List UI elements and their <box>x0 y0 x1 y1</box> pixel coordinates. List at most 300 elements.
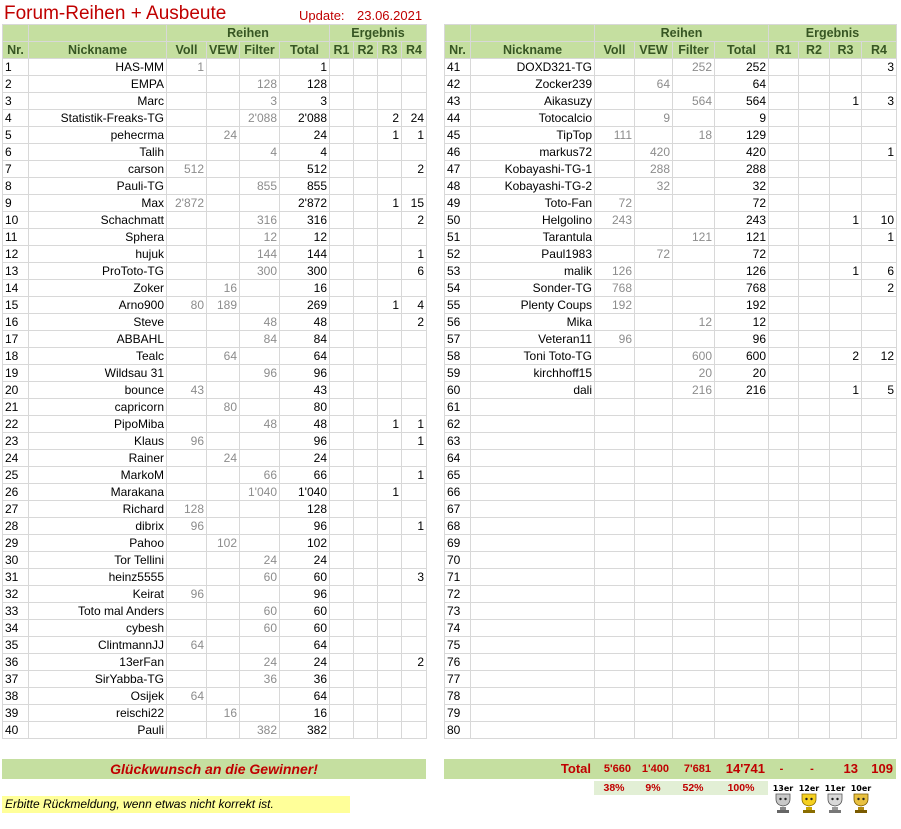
row-vew <box>635 450 673 467</box>
row-r4: 6 <box>402 263 427 280</box>
table-row <box>445 586 897 603</box>
row-nr: 63 <box>445 433 471 450</box>
row-r1 <box>330 569 354 586</box>
row-nickname: heinz5555 <box>29 569 167 586</box>
update-label: Update: <box>299 8 345 23</box>
row-total: 512 <box>280 161 330 178</box>
header-filter: Filter <box>240 42 280 59</box>
row-r2 <box>799 365 830 382</box>
row-filter: 20 <box>673 365 715 382</box>
row-voll <box>595 535 635 552</box>
row-nr: 49 <box>445 195 471 212</box>
row-r3 <box>830 246 862 263</box>
table-row <box>3 195 427 212</box>
row-filter <box>673 416 715 433</box>
row-total: 288 <box>715 161 769 178</box>
row-r2 <box>799 722 830 739</box>
row-r4 <box>862 484 897 501</box>
row-total: 129 <box>715 127 769 144</box>
row-r4: 10 <box>862 212 897 229</box>
row-r2 <box>799 195 830 212</box>
row-r2 <box>354 297 378 314</box>
row-filter <box>673 586 715 603</box>
row-vew: 72 <box>635 246 673 263</box>
svg-text:12er: 12er <box>798 784 820 793</box>
row-r3 <box>830 127 862 144</box>
totals-total: 14'741 <box>725 761 765 776</box>
row-total <box>715 399 769 416</box>
row-nickname <box>471 705 595 722</box>
table-row <box>445 467 897 484</box>
table-row <box>3 688 427 705</box>
row-nr: 66 <box>445 484 471 501</box>
row-r1 <box>769 178 799 195</box>
row-r4 <box>402 671 427 688</box>
row-r1 <box>330 280 354 297</box>
table-row <box>445 688 897 705</box>
row-r4 <box>402 76 427 93</box>
row-r4: 1 <box>862 144 897 161</box>
row-r2 <box>799 433 830 450</box>
row-r1 <box>330 127 354 144</box>
row-nickname <box>471 535 595 552</box>
row-vew <box>207 586 240 603</box>
row-voll <box>595 620 635 637</box>
row-vew <box>635 671 673 688</box>
row-r4: 24 <box>402 110 427 127</box>
row-nr: 28 <box>3 518 29 535</box>
table-row <box>3 212 427 229</box>
row-vew <box>207 161 240 178</box>
row-vew <box>207 59 240 76</box>
row-voll <box>595 229 635 246</box>
row-r2 <box>354 501 378 518</box>
row-filter: 252 <box>673 59 715 76</box>
row-nr: 24 <box>3 450 29 467</box>
left-results-table <box>2 24 427 739</box>
row-vew <box>635 569 673 586</box>
row-r3 <box>378 688 402 705</box>
row-filter: 382 <box>240 722 280 739</box>
row-nr: 39 <box>3 705 29 722</box>
table-row <box>445 535 897 552</box>
row-r4 <box>862 76 897 93</box>
row-total: 420 <box>715 144 769 161</box>
row-total <box>715 416 769 433</box>
row-vew <box>207 212 240 229</box>
row-voll <box>167 654 207 671</box>
row-nickname: Arno900 <box>29 297 167 314</box>
row-vew: 32 <box>635 178 673 195</box>
row-filter: 60 <box>240 569 280 586</box>
row-total: 192 <box>715 297 769 314</box>
row-vew <box>635 467 673 484</box>
row-r4 <box>862 535 897 552</box>
row-r4 <box>862 399 897 416</box>
row-vew <box>635 688 673 705</box>
row-filter: 1'040 <box>240 484 280 501</box>
row-filter <box>673 569 715 586</box>
row-nr: 47 <box>445 161 471 178</box>
row-r1 <box>330 263 354 280</box>
row-r4 <box>402 93 427 110</box>
row-voll <box>595 382 635 399</box>
row-total <box>715 637 769 654</box>
row-nickname: Toni Toto-TG <box>471 348 595 365</box>
trophy-12er-icon <box>798 782 820 814</box>
row-voll <box>595 637 635 654</box>
row-nickname <box>471 722 595 739</box>
row-total: 24 <box>280 127 330 144</box>
row-r1 <box>330 552 354 569</box>
row-r3 <box>830 603 862 620</box>
row-r3 <box>378 620 402 637</box>
row-vew <box>207 76 240 93</box>
row-filter <box>673 637 715 654</box>
row-r1 <box>330 297 354 314</box>
table-row <box>445 59 897 76</box>
row-total: 252 <box>715 59 769 76</box>
row-filter <box>673 246 715 263</box>
row-filter <box>673 654 715 671</box>
row-r1 <box>330 382 354 399</box>
row-r3 <box>830 552 862 569</box>
row-voll <box>167 535 207 552</box>
row-vew <box>635 263 673 280</box>
row-nickname: HAS-MM <box>29 59 167 76</box>
row-r3 <box>378 348 402 365</box>
table-row <box>3 569 427 586</box>
row-filter: 3 <box>240 93 280 110</box>
row-voll <box>167 229 207 246</box>
row-r1 <box>330 59 354 76</box>
table-row <box>445 348 897 365</box>
row-r2 <box>799 620 830 637</box>
row-r4 <box>862 620 897 637</box>
row-vew <box>207 195 240 212</box>
row-vew: 9 <box>635 110 673 127</box>
row-r2 <box>799 280 830 297</box>
row-voll: 72 <box>595 195 635 212</box>
row-r1 <box>769 518 799 535</box>
row-r3: 1 <box>378 416 402 433</box>
row-total <box>715 484 769 501</box>
row-total: 96 <box>280 518 330 535</box>
table-row <box>3 127 427 144</box>
row-nr: 29 <box>3 535 29 552</box>
table-row <box>445 297 897 314</box>
table-row <box>445 246 897 263</box>
row-r1 <box>769 280 799 297</box>
row-r2 <box>354 195 378 212</box>
row-voll <box>167 467 207 484</box>
row-voll <box>167 552 207 569</box>
row-nr: 59 <box>445 365 471 382</box>
row-r2 <box>354 229 378 246</box>
row-r3 <box>378 399 402 416</box>
row-r2 <box>354 688 378 705</box>
row-voll <box>167 263 207 280</box>
table-row <box>3 433 427 450</box>
row-r3 <box>378 263 402 280</box>
row-r2 <box>354 144 378 161</box>
row-nickname: Zoker <box>29 280 167 297</box>
row-r1 <box>330 212 354 229</box>
row-r3 <box>830 416 862 433</box>
row-nr: 41 <box>445 59 471 76</box>
row-r1 <box>769 59 799 76</box>
row-filter <box>240 637 280 654</box>
row-r2 <box>799 382 830 399</box>
row-vew <box>635 399 673 416</box>
header-ergebnis: Ergebnis <box>769 25 897 42</box>
row-r4: 2 <box>402 212 427 229</box>
row-filter <box>673 144 715 161</box>
row-nr: 76 <box>445 654 471 671</box>
row-total: 64 <box>280 348 330 365</box>
row-r3: 2 <box>378 110 402 127</box>
row-vew <box>635 705 673 722</box>
row-vew <box>635 93 673 110</box>
row-vew <box>207 484 240 501</box>
row-nickname: Mika <box>471 314 595 331</box>
row-nickname: Pahoo <box>29 535 167 552</box>
row-r3 <box>830 484 862 501</box>
row-nr: 78 <box>445 688 471 705</box>
trophy-10er-icon <box>850 782 872 814</box>
row-nr: 69 <box>445 535 471 552</box>
table-row <box>3 93 427 110</box>
row-r4: 1 <box>402 246 427 263</box>
row-r3 <box>830 671 862 688</box>
table-row <box>3 416 427 433</box>
row-r2 <box>799 161 830 178</box>
row-r2 <box>799 501 830 518</box>
row-r1 <box>330 501 354 518</box>
row-r3 <box>378 144 402 161</box>
row-voll <box>595 603 635 620</box>
row-nickname <box>471 416 595 433</box>
header-r4: R4 <box>862 42 897 59</box>
row-r2 <box>799 331 830 348</box>
table-row <box>3 535 427 552</box>
row-total: 43 <box>280 382 330 399</box>
row-filter: 316 <box>240 212 280 229</box>
row-r4: 1 <box>402 518 427 535</box>
row-voll: 43 <box>167 382 207 399</box>
row-vew <box>635 586 673 603</box>
totals-filter: 7'681 <box>683 763 711 775</box>
table-row <box>445 637 897 654</box>
row-r2 <box>354 637 378 654</box>
row-vew: 189 <box>207 297 240 314</box>
row-total <box>715 671 769 688</box>
table-row <box>445 161 897 178</box>
row-voll: 96 <box>167 586 207 603</box>
row-r1 <box>769 127 799 144</box>
row-nr: 70 <box>445 552 471 569</box>
row-r4 <box>402 705 427 722</box>
row-r2 <box>799 297 830 314</box>
row-r2 <box>354 654 378 671</box>
row-r2 <box>799 518 830 535</box>
row-voll <box>167 178 207 195</box>
right-results-table <box>444 24 897 739</box>
table-row <box>445 569 897 586</box>
row-nickname: TipTop <box>471 127 595 144</box>
row-r3 <box>830 518 862 535</box>
row-r1 <box>769 467 799 484</box>
row-r1 <box>330 161 354 178</box>
row-r1 <box>330 722 354 739</box>
row-total: 60 <box>280 620 330 637</box>
row-nickname <box>471 671 595 688</box>
table-row <box>445 280 897 297</box>
row-r4: 5 <box>862 382 897 399</box>
table-row <box>3 705 427 722</box>
row-nr: 74 <box>445 620 471 637</box>
row-nr: 73 <box>445 603 471 620</box>
row-r4 <box>862 705 897 722</box>
row-r4 <box>862 467 897 484</box>
row-nickname: hujuk <box>29 246 167 263</box>
row-r2 <box>799 314 830 331</box>
row-r1 <box>330 433 354 450</box>
row-nr: 60 <box>445 382 471 399</box>
header-vew: VEW <box>207 42 240 59</box>
row-voll: 1 <box>167 59 207 76</box>
row-r4: 2 <box>402 314 427 331</box>
row-nickname: Rainer <box>29 450 167 467</box>
row-vew <box>207 433 240 450</box>
row-nickname: carson <box>29 161 167 178</box>
row-filter <box>240 59 280 76</box>
row-nr: 26 <box>3 484 29 501</box>
row-r3 <box>378 314 402 331</box>
row-nr: 57 <box>445 331 471 348</box>
row-nr: 27 <box>3 501 29 518</box>
row-vew <box>207 314 240 331</box>
row-filter <box>673 535 715 552</box>
row-r2 <box>799 484 830 501</box>
row-r1 <box>330 586 354 603</box>
row-vew <box>207 688 240 705</box>
row-nickname <box>471 433 595 450</box>
row-r4: 1 <box>402 467 427 484</box>
row-r2 <box>799 127 830 144</box>
row-r3 <box>830 59 862 76</box>
row-nr: 14 <box>3 280 29 297</box>
row-r4 <box>862 654 897 671</box>
row-r4 <box>862 603 897 620</box>
row-r2 <box>354 365 378 382</box>
row-r4: 6 <box>862 263 897 280</box>
trophy-13er-icon <box>772 782 794 814</box>
row-filter: 4 <box>240 144 280 161</box>
row-filter: 60 <box>240 620 280 637</box>
row-voll <box>595 365 635 382</box>
row-r4 <box>862 195 897 212</box>
row-voll: 128 <box>167 501 207 518</box>
row-r2 <box>799 535 830 552</box>
row-r1 <box>330 314 354 331</box>
row-nr: 30 <box>3 552 29 569</box>
row-r3 <box>378 518 402 535</box>
row-nickname: dali <box>471 382 595 399</box>
row-r3 <box>830 178 862 195</box>
row-r4: 2 <box>862 280 897 297</box>
row-nickname <box>471 552 595 569</box>
table-row <box>445 195 897 212</box>
row-r2 <box>354 518 378 535</box>
row-voll <box>595 76 635 93</box>
row-r2 <box>799 76 830 93</box>
row-total <box>715 586 769 603</box>
row-nickname <box>471 654 595 671</box>
row-r1 <box>330 178 354 195</box>
totals-label: Total <box>560 761 591 776</box>
row-r2 <box>354 416 378 433</box>
table-row <box>445 229 897 246</box>
row-r4 <box>402 535 427 552</box>
table-row <box>3 450 427 467</box>
row-nickname: ProToto-TG <box>29 263 167 280</box>
row-vew <box>635 518 673 535</box>
table-row <box>445 178 897 195</box>
row-voll <box>595 467 635 484</box>
row-voll <box>595 552 635 569</box>
row-vew <box>207 144 240 161</box>
row-voll: 80 <box>167 297 207 314</box>
row-filter: 60 <box>240 603 280 620</box>
row-vew <box>635 195 673 212</box>
row-nickname: malik <box>471 263 595 280</box>
row-r1 <box>769 297 799 314</box>
congrats-banner: Glückwunsch an die Gewinner! <box>2 759 426 779</box>
table-row <box>445 416 897 433</box>
row-nickname: DOXD321-TG <box>471 59 595 76</box>
row-vew <box>207 246 240 263</box>
row-nr: 65 <box>445 467 471 484</box>
table-row <box>3 586 427 603</box>
row-r3 <box>830 569 862 586</box>
row-voll: 512 <box>167 161 207 178</box>
row-r3 <box>830 195 862 212</box>
table-row <box>445 331 897 348</box>
row-r1 <box>769 314 799 331</box>
row-total: 72 <box>715 195 769 212</box>
row-vew <box>635 127 673 144</box>
row-nickname <box>471 688 595 705</box>
row-voll <box>167 671 207 688</box>
row-filter: 300 <box>240 263 280 280</box>
row-r2 <box>354 671 378 688</box>
row-nickname: EMPA <box>29 76 167 93</box>
row-r1 <box>769 365 799 382</box>
row-filter <box>673 671 715 688</box>
row-vew <box>207 263 240 280</box>
row-r3 <box>830 501 862 518</box>
row-nickname: MarkoM <box>29 467 167 484</box>
row-r1 <box>769 705 799 722</box>
pct-vew: 9% <box>634 781 672 795</box>
row-r4 <box>862 450 897 467</box>
row-total: 768 <box>715 280 769 297</box>
row-nickname: cybesh <box>29 620 167 637</box>
row-r3 <box>830 314 862 331</box>
row-voll <box>167 331 207 348</box>
row-voll <box>167 212 207 229</box>
